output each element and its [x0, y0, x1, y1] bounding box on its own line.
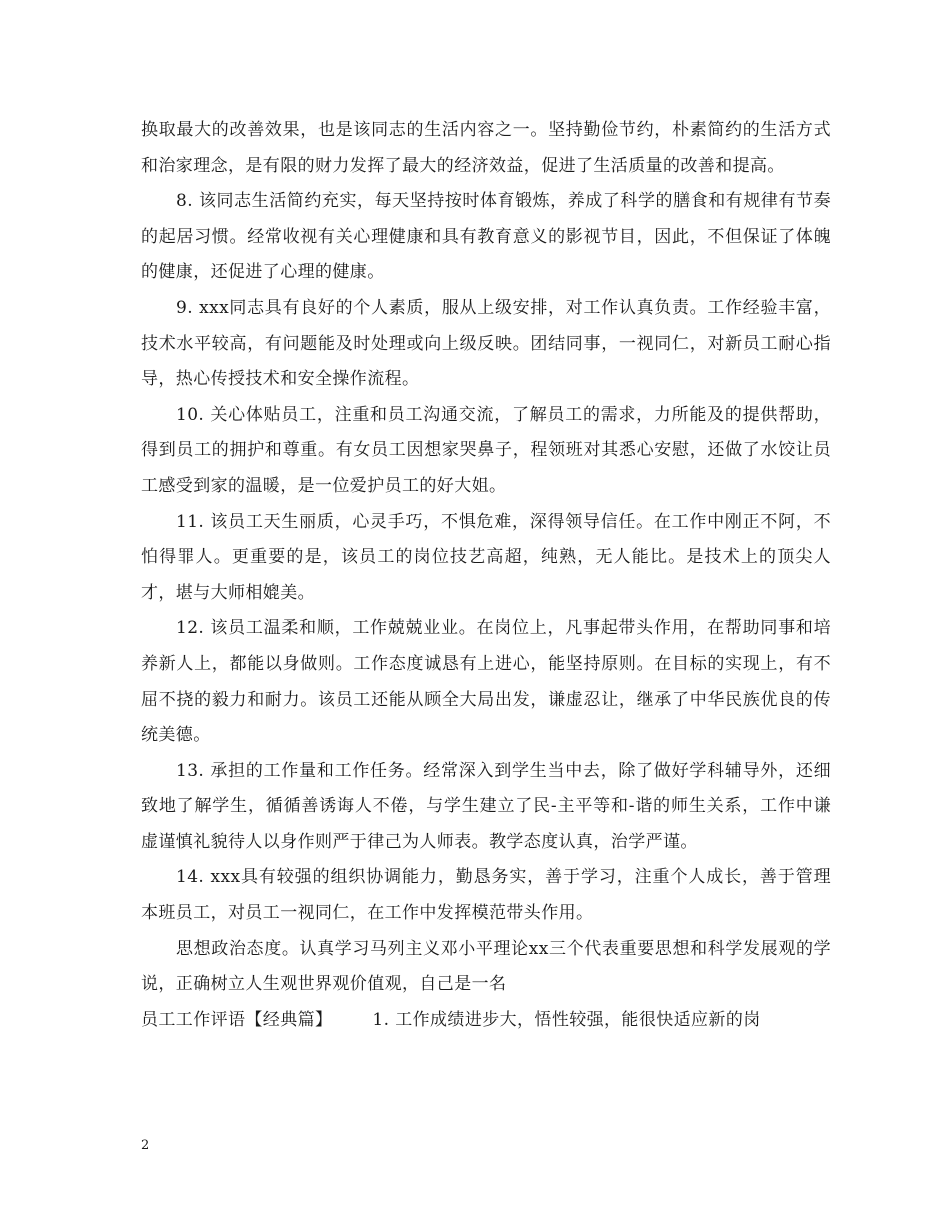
paragraph-item-9: 9. xxx同志具有良好的个人素质，服从上级安排，对工作认真负责。工作经验丰富，技术水平较高，有问题能及时处理或向上级反映。团结同事，一视同仁，对新员工耐心指导，热心传授技术和安全操作流程。 [141, 297, 831, 390]
paragraph-continuation: 换取最大的改善效果，也是该同志的生活内容之一。坚持勤俭节约，朴素简约的生活方式和治家理念，是有限的财力发挥了最大的经济效益，促进了生活质量的改善和提高。 [141, 120, 831, 176]
paragraph-item-10: 10. 关心体贴员工，注重和员工沟通交流，了解员工的需求，力所能及的提供帮助，得到员工的拥护和尊重。有女员工因想家哭鼻子，程领班对其悉心安慰，还做了水饺让员工感受到家的温暖，是一位爱护员工的好大姐。 [141, 404, 831, 496]
paragraph-item-12: 12. 该员工温柔和顺，工作兢兢业业。在岗位上，凡事起带头作用，在帮助同事和培养新人上，都能以身做则。工作态度诚恳有上进心，能坚持原则。在目标的实现上，有不屈不挠的毅力和耐力。该员工还能从顾全大局出发，谦虚忍让，继承了中华民族优良的传统美德。 [141, 618, 831, 746]
section-heading-line [141, 1003, 831, 1039]
paragraph-item-13: 13. 承担的工作量和工作任务。经常深入到学生当中去，除了做好学科辅导外，还细致地了解学生，循循善诱诲人不倦，与学生建立了民-主平等和-谐的师生关系，工作中谦虚谨慎礼貌待人以身作则严于律己为人师表。教学态度认真，治学严谨。 [141, 760, 831, 852]
document-body [141, 113, 831, 1038]
section-first-item: 1. 工作成绩进步大，悟性较强，能很快适应新的岗 [372, 1009, 761, 1030]
paragraph-political-attitude: 思想政治态度。认真学习马列主义邓小平理论xx三个代表重要思想和科学发展观的学说，正确树立人生观世界观价值观，自己是一名 [141, 938, 831, 995]
page-number: 2 [141, 1138, 150, 1153]
paragraph-item-11: 11. 该员工天生丽质，心灵手巧，不惧危难，深得领导信任。在工作中刚正不阿，不怕得罪人。更重要的是，该员工的岗位技艺高超，纯熟，无人能比。是技术上的顶尖人才，堪与大师相媲美。 [141, 511, 831, 603]
section-heading: 员工工作评语【经典篇】 [141, 1009, 333, 1030]
paragraph-item-8: 8. 该同志生活简约充实，每天坚持按时体育锻炼，养成了科学的膳食和有规律有节奏的起居习惯。经常收视有关心理健康和具有教育意义的影视节目，因此，不但保证了体魄的健康，还促进了心理的健康。 [141, 191, 831, 283]
paragraph-item-14: 14. xxx具有较强的组织协调能力，勤恳务实，善于学习，注重个人成长，善于管理本班员工，对员工一视同仁，在工作中发挥模范带头作用。 [141, 867, 831, 924]
